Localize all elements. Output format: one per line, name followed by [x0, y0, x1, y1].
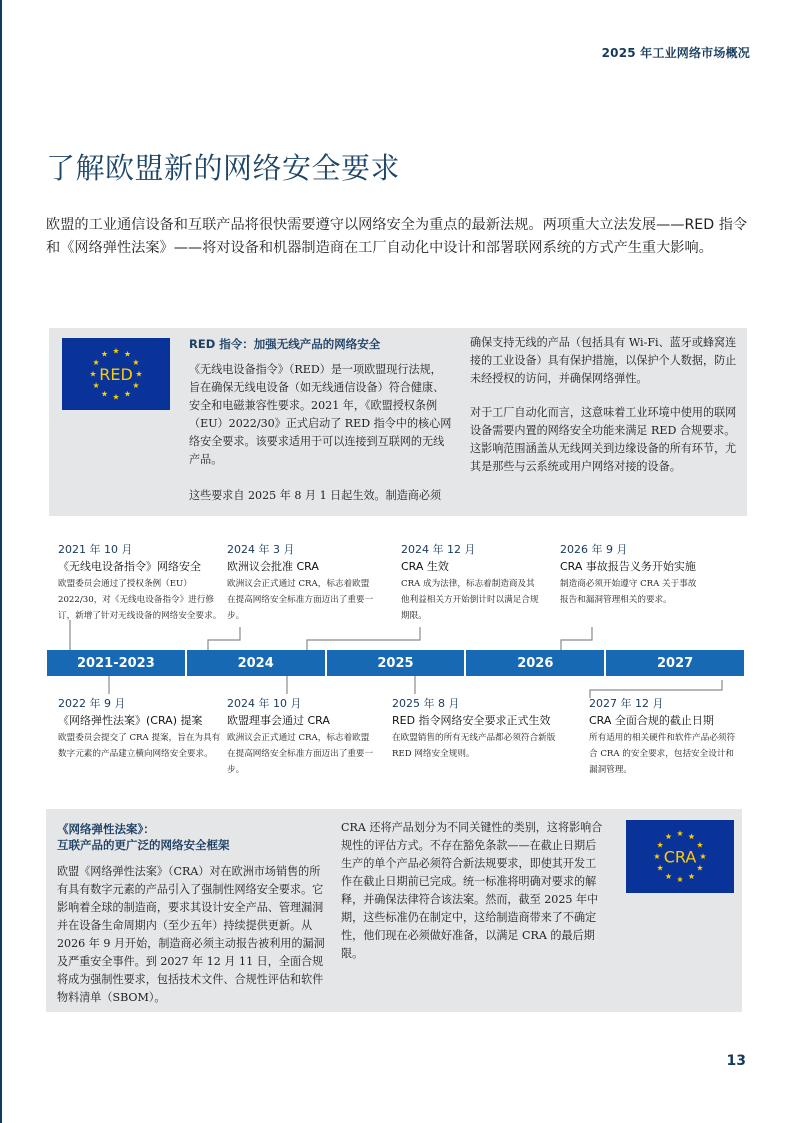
event-date: 2024 年 3 月 [227, 543, 295, 556]
connector-line [307, 627, 420, 650]
timeline-period: 2026 [466, 650, 604, 676]
timeline-event [392, 697, 557, 762]
connector-line [208, 627, 240, 650]
star-icon [657, 842, 663, 848]
cra-box-column-1 [57, 821, 325, 1007]
timeline-event [401, 543, 541, 624]
event-date: 2024 年 12 月 [401, 543, 476, 556]
cra-flag-graphic [626, 820, 734, 893]
star-icon [665, 833, 671, 839]
star-icon [654, 853, 660, 859]
red-box-paragraph: 《无线电设备指令》（RED）是一项欧盟现行法规，旨在确保无线电设备（如无线通信设备）符合健康、安全和电磁兼容性要求。2021 年，《欧盟授权条例（EU）2022/30》正式启动了 RED 指令中的核心网络安全要求。该要求适用于可以连接到互联网的无线产品。 [189, 363, 452, 466]
running-header: 2025 年工业网络市场概况 [601, 46, 750, 60]
event-title: 《无线电设备指令》网络安全 [58, 560, 201, 573]
cra-box-paragraph: 欧盟《网络弹性法案》（CRA）对在欧洲市场销售的所有具有数字元素的产品引入了强制性网络安全要求。它影响着全球的制造商，要求其设计安全产品、管理漏洞并在设备生命周期内（至少五年）持续提供更新。从 2026 年 9 月开始，制造商必须主动报告被利用的漏洞及严重安全事件。到 2027 年 12 月 11 日，全面合规将成为强制性要求，包括技术文件、合规性评估和软件物料清单（SBOM）。 [57, 865, 325, 1004]
event-date: 2024 年 10 月 [227, 697, 302, 710]
star-icon [665, 873, 671, 879]
event-title: CRA 全面合规的截止日期 [589, 714, 714, 727]
star-icon [90, 371, 96, 377]
event-date: 2022 年 9 月 [58, 697, 126, 710]
star-icon [113, 394, 119, 400]
event-description: 欧洲议会正式通过 CRA，标志着欧盟在提高网络安全标准方面迈出了重要一步。 [227, 733, 374, 775]
star-icon [93, 359, 99, 365]
star-icon [124, 351, 130, 357]
timeline-bar [47, 650, 744, 676]
red-flag-graphic [62, 338, 170, 410]
timeline-period: 2024 [187, 650, 325, 676]
star-icon [101, 351, 107, 357]
event-title: RED 指令网络安全要求正式生效 [392, 714, 551, 727]
flag-label: CRA [663, 847, 697, 867]
timeline-event [589, 697, 739, 778]
cra-box [46, 809, 742, 1012]
cra-box-paragraph: CRA 还将产品划分为不同关键性的类别，这将影响合规性的评估方式。不存在豁免条款——在截止日期后生产的单个产品必须符合新法规要求，即使其开发工作在截止日期前已完成。统一标准将明确对要求的解释，并确保法律符合该法案。然而，截至 2025 年中期，这些标准仍在制定中，这给制造商带来了不确定性，他们现在必须做好准备，以满足 CRA 的最后期限。 [341, 821, 603, 960]
star-icon [133, 359, 139, 365]
cra-box-heading: 《网络弹性法案》： [57, 822, 155, 836]
timeline-event [227, 543, 377, 624]
connector-line [561, 627, 592, 650]
event-title: CRA 生效 [401, 560, 449, 573]
intro-paragraph: 欧盟的工业通信设备和互联产品将很快需要遵守以网络安全为重点的最新法规。两项重大立法发展——RED 指令和《网络弹性法案》——将对设备和机器制造商在工厂自动化中设计和部署联网系统的方式产生重大影响。 [46, 217, 748, 256]
star-icon [700, 853, 706, 859]
cra-box-column-2 [341, 819, 604, 963]
connector-line [590, 680, 722, 698]
page-title: 了解欧盟新的网络安全要求 [46, 151, 401, 185]
cra-box-subheading: 互联产品的更广泛的网络安全框架 [57, 838, 230, 852]
timeline-period: 2027 [606, 650, 744, 676]
page-number: 13 [726, 1053, 746, 1069]
star-icon [101, 391, 107, 397]
flag-label: RED [99, 365, 133, 384]
timeline-period: 2025 [327, 650, 465, 676]
event-description: 欧盟委员会提交了 CRA 提案，旨在为具有数字元素的产品建立横向网络安全要求。 [58, 733, 221, 759]
event-description: 在欧盟销售的所有无线产品都必须符合新版 RED 网络安全规则。 [392, 733, 556, 759]
event-description: 制造商必须开始遵守 CRA 关于事故报告和漏洞管理相关的要求。 [560, 579, 697, 605]
page-edge-rule [0, 0, 2, 1123]
event-title: 《网络弹性法案》(CRA) 提案 [58, 714, 203, 727]
star-icon [697, 865, 703, 871]
event-date: 2027 年 12 月 [589, 697, 664, 710]
star-icon [677, 830, 683, 836]
event-description: CRA 成为法律，标志着制造商及其他利益相关方开始倒计时以满足合规期限。 [401, 579, 539, 621]
red-box-column-2 [470, 334, 738, 476]
eu-flag-icon [62, 338, 170, 410]
event-description: 欧盟委员会通过了授权条例（EU）2022/30，对《无线电设备指令》进行修订，新增了针对无线设备的网络安全要求。 [58, 579, 222, 621]
event-date: 2025 年 8 月 [392, 697, 460, 710]
red-box-paragraph: 这些要求自 2025 年 8 月 1 日起生效。制造商必须 [189, 489, 442, 502]
star-icon [688, 833, 694, 839]
event-title: CRA 事故报告义务开始实施 [560, 560, 696, 573]
star-icon [697, 842, 703, 848]
event-title: 欧洲议会批准 CRA [227, 560, 319, 573]
event-title: 欧盟理事会通过 CRA [227, 714, 330, 727]
red-box-column-1 [189, 336, 452, 505]
timeline-event [227, 697, 377, 778]
timeline-event [560, 543, 700, 608]
star-icon [657, 865, 663, 871]
star-icon [124, 391, 130, 397]
timeline-event [58, 543, 223, 624]
red-directive-box [49, 328, 747, 516]
red-box-heading: RED 指令：加强无线产品的网络安全 [189, 337, 381, 351]
star-icon [688, 873, 694, 879]
event-date: 2021 年 10 月 [58, 543, 133, 556]
eu-flag-icon [626, 820, 734, 893]
event-description: 欧洲议会正式通过 CRA，标志着欧盟在提高网络安全标准方面迈出了重要一步。 [227, 579, 374, 621]
star-icon [93, 382, 99, 388]
timeline-event [58, 697, 223, 762]
red-box-paragraph: 对于工厂自动化而言，这意味着工业环境中使用的联网设备需要内置的网络安全功能来满足 RED 合规要求。这影响范围涵盖从无线网关到边缘设备的所有环节，尤其是那些与云系统或用户网络对接的设备。 [470, 406, 737, 473]
star-icon [136, 371, 142, 377]
event-description: 所有适用的相关硬件和软件产品必须符合 CRA 的安全要求，包括安全设计和漏洞管理。 [589, 733, 736, 775]
star-icon [113, 348, 119, 354]
star-icon [133, 382, 139, 388]
star-icon [677, 876, 683, 882]
event-date: 2026 年 9 月 [560, 543, 628, 556]
red-box-paragraph: 确保支持无线的产品（包括具有 Wi-Fi、蓝牙或蜂窝连接的工业设备）具有保护措施，以保护个人数据，防止未经授权的访问，并确保网络弹性。 [470, 336, 737, 385]
timeline-period: 2021-2023 [47, 650, 185, 676]
